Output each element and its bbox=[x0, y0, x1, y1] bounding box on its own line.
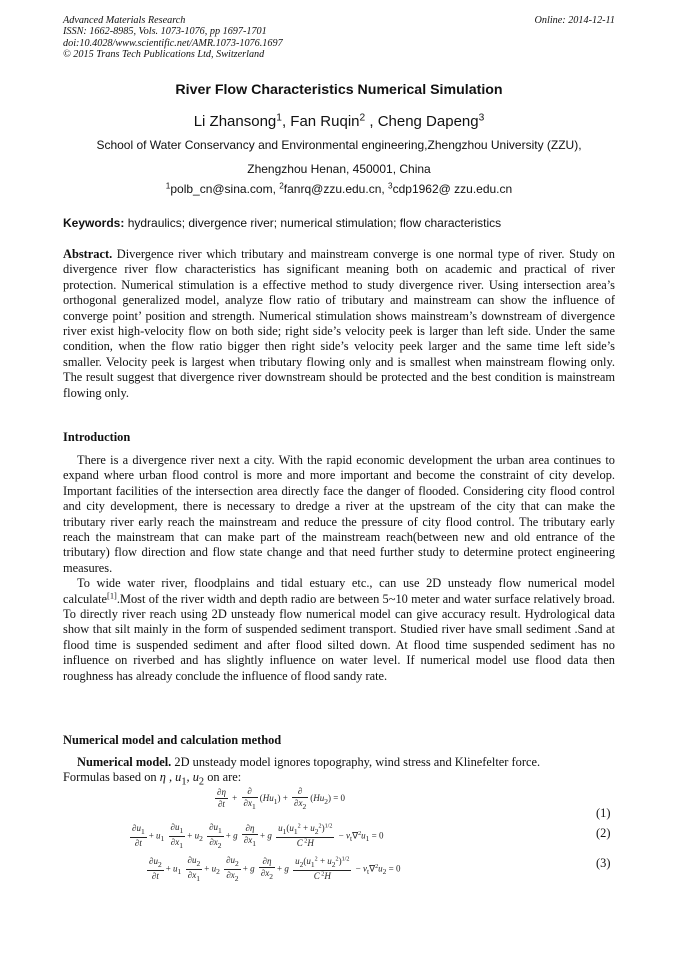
keywords-label: Keywords: bbox=[63, 216, 125, 230]
var-sub: 2 bbox=[198, 776, 205, 788]
equation-number-3: (3) bbox=[596, 856, 611, 870]
author-name: Li Zhansong bbox=[193, 113, 277, 130]
intro-paragraph-2 bbox=[63, 576, 615, 684]
author-sup: 3 bbox=[478, 112, 485, 124]
equation-number-2: (2) bbox=[596, 826, 611, 840]
email-1: polb_cn@sina.com, bbox=[170, 182, 280, 196]
keywords bbox=[63, 216, 501, 230]
paper-title: River Flow Characteristics Numerical Simulation bbox=[175, 82, 503, 98]
equation-1: $\frac{\partial\eta}{\partial t}$ + $\frac{\partial}{\partial x_1}$ $(Hu_1)$ + $\frac{\partial}{\partial x_2}$ $(Hu_2) = 0$ bbox=[217, 786, 346, 811]
email-line bbox=[0, 182, 678, 196]
email-sup: 1 bbox=[165, 181, 171, 191]
keywords-text: hydraulics; divergence river; numerical stimulation; flow characteristics bbox=[124, 216, 502, 230]
model-body bbox=[63, 755, 615, 790]
author-sup: 2 bbox=[359, 112, 366, 124]
author-name: Fan Ruqin bbox=[290, 113, 360, 130]
model-var2: , u bbox=[186, 770, 199, 785]
author-list: Li Zhansong$^1$, Fan Ruqin$^2$ , Cheng Dapeng$^3$ bbox=[193, 112, 485, 130]
email-sup: 3 bbox=[388, 181, 393, 191]
doi-line: doi:10.4028/www.scientific.net/AMR.1073-1076.1697 bbox=[63, 37, 283, 49]
introduction-heading: Introduction bbox=[63, 430, 131, 444]
citation-ref: [1] bbox=[107, 590, 117, 601]
abstract-text: Divergence river which tributary and mainstream converge is one normal type of river. Study on divergence river flow characteristics has significant meaning both on academic and practical of river protection. Numerical stimulation is a effective method to study divergence river. Using intersection area’s orthogonal generalized model, analyze flow ratio of tributary and mainstream can show the influence of converge point’ position and strength. Numerical stimulation shows mainstream’s downstream of divergence river exist high-velocity flow on both side; right side’s velocity peek is larger than left side. Under the same condition, when the flow ratio bigger then right side’s velocity peek larger and the same time left side’s smaller. Velocity peek is largest when tributary flowing only and is smallest when mainstream flowing only. The result suggest that divergence river downstream should be protected and the best condition is mainstream flowing only. bbox=[63, 247, 615, 400]
author-name: Cheng Dapeng bbox=[377, 113, 479, 130]
abstract bbox=[63, 247, 615, 401]
var-sub: 1 bbox=[181, 776, 187, 788]
email-2: fanrq@zzu.edu.cn, bbox=[283, 182, 389, 196]
email-3: cdp1962@ zzu.edu.cn bbox=[392, 182, 513, 196]
email-sup: 2 bbox=[279, 181, 284, 191]
copyright-line: © 2015 Trans Tech Publications Ltd, Switzerland bbox=[63, 49, 265, 61]
journal-name: Advanced Materials Research bbox=[63, 15, 186, 26]
model-label: Numerical model. bbox=[77, 755, 172, 769]
issn-line: ISSN: 1662-8985, Vols. 1073-1076, pp 1697-1701 bbox=[63, 26, 267, 38]
equation-2: $\frac{\partial u_1}{\partial t}$ + $u_1$ $\frac{\partial u_1}{\partial x_1}$ + $u_2$ $\frac{\partial u_1}{\partial x_2}$ + g $\frac{\partial\eta}{\partial x_1}$ + g $\frac{u_1(u_1^2 + u_2^2)^{1/2}}{C ^2H}$ − $\nu_t\nabla^2u_1 = 0$ bbox=[132, 822, 384, 850]
online-date: Online: 2014-12-11 bbox=[534, 15, 615, 26]
model-text-3: on are: bbox=[204, 770, 242, 785]
equation-number-1: (1) bbox=[596, 806, 611, 820]
model-vars: η , u bbox=[159, 770, 182, 785]
affiliation-line-2: Zhengzhou Henan, 450001, China bbox=[247, 162, 431, 176]
model-text-2: Formulas based on bbox=[63, 770, 160, 785]
abstract-label: Abstract. bbox=[63, 247, 113, 261]
intro-paragraph-1: There is a divergence river next a city. With the rapid economic development the urban area continues to expand where urban flood control is more and more important and become the constraint of city develop. Important facilities of the intersection area directly face the danger of flooded. Considering city flood control and city development, there is necessary to dredge a river at the upstream of the city that can make the tributary river early reach the mainstream and reduce the pressure of city flood control. The tributary early reach the mainstream that can make part of the mainstream reach(between new and old entrance of the tributary) flow direction and flow state change and that need further study to determine protect engineering measures. bbox=[63, 453, 615, 575]
journal-header bbox=[63, 15, 283, 61]
author-sup: 1 bbox=[276, 112, 282, 124]
intro-p2-end: .Most of the river width and depth radio are between 5~10 meter and water surface relatively broad. To directly river reach using 2D unsteady flow numerical model can give accuracy result. Hydrological data show that silt mainly in the form of suspended sediment transport. Studied river have small sediment .Sand at flood time is suspended sediment and after flood silted down. At flood time suspended sediment has no influence on riverbed and has slightly influence on water level. If numerical model use flood data then roughness has already conclude the influence of flood sandy rate. bbox=[63, 591, 615, 683]
equation-3: $\frac{\partial u_2}{\partial t}$ + $u_1$ $\frac{\partial u_2}{\partial x_1}$ + $u_2$ $\frac{\partial u_2}{\partial x_2}$ + g $\frac{\partial\eta}{\partial x_2}$ + g $\frac{u_2(u_1^2 + u_2^2)^{1/2}}{C ^2H}$ − $\nu_t\nabla^2u_2 = 0$ bbox=[149, 855, 401, 883]
model-text: 2D unsteady model ignores topography, wind stress and Klinefelter force. bbox=[171, 755, 541, 769]
intro-p2-start: To wide water river, floodplains and tidal estuary etc., can use 2D unsteady flow numerical model calculate bbox=[63, 576, 615, 606]
model-heading: Numerical model and calculation method bbox=[63, 733, 282, 747]
affiliation-line-1: School of Water Conservancy and Environmental engineering,Zhengzhou University (ZZU), bbox=[96, 138, 582, 152]
introduction-body bbox=[63, 453, 615, 684]
